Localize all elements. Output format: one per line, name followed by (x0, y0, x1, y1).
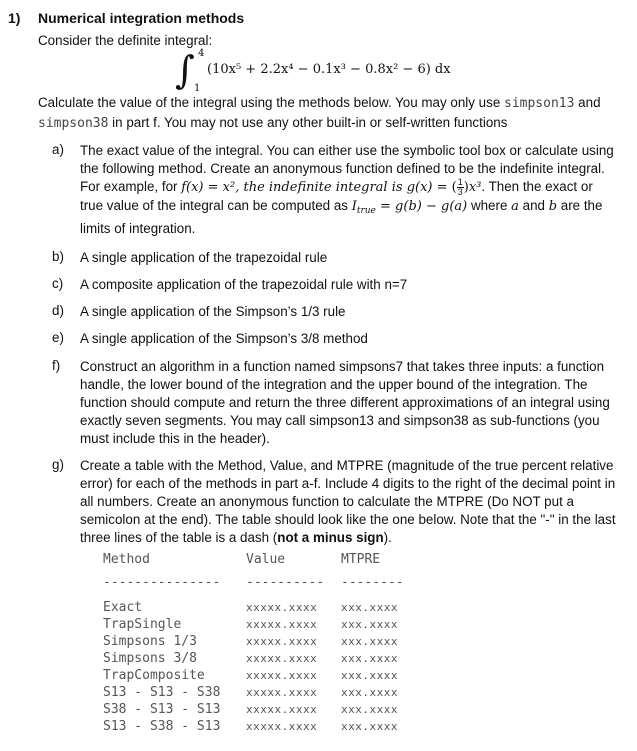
part-e-text: A single application of the Simpson’s 3/8 method (80, 331, 368, 346)
part-a-line-5: limits of integration. (80, 221, 196, 237)
integrand: (10x⁵ + 2.2x⁴ − 0.1x³ − 0.8x² − 6) dx (207, 62, 451, 77)
part-c (52, 276, 622, 294)
instructions (38, 93, 628, 133)
function-name-simpson13: simpson13 (504, 96, 575, 111)
part-d (52, 303, 622, 321)
part-e-label: e) (52, 330, 64, 345)
var-a: a (511, 199, 519, 215)
one-third-fraction: $\frac{1}{3}$ (457, 177, 463, 197)
part-b-text: A single application of the trapezoidal rule (80, 250, 328, 265)
var-b: b (548, 199, 558, 215)
instructions-text-3: in part f. You may not use any other built-in or self-written functions (108, 115, 508, 130)
dash-col-2: ---------- (246, 575, 325, 590)
x-cubed: x³ (468, 180, 482, 196)
question-title: Numerical integration methods (38, 10, 245, 26)
fx-expression: f(x) = x², the indefinite integral is (181, 180, 407, 196)
part-c-label: c) (52, 276, 64, 291)
part-d-text: A single application of the Simpson’s 1/3 rule (80, 304, 346, 319)
gx-expression: g(x) = (406, 180, 452, 196)
part-b-label: b) (52, 249, 64, 264)
part-g-text-1: Create a table with the Method, Value, and MTPRE (magnitude of the true percent relative error) for each of the methods in part a-f. Include 4 digits to the right of the decimal point in all numbers. Create an anonymous function to calculate the MTPRE (Do NOT put a semicolon at the end). The table should look like the one below. Note that the "-" in the last three lines of the table is a dash ( (80, 458, 616, 545)
function-name-simpson38: simpson38 (38, 116, 109, 131)
part-f (52, 358, 622, 448)
consider-text: Consider the definite integral: (38, 33, 213, 48)
integral-upper-limit: 4 (198, 48, 205, 59)
document-page: 1) Numerical integration methods Consider the definite integral: ∫ 4 1 (10x⁵ + 2.2x⁴ − 0.1x³ − 0.8x² − 6) dx Calculate the value of the integral using the methods below. You may only use simpson13 and simpson38 in part f. You may not use any other built-in or self-written functions a) The exact value of the integral. You can either use the symbolic tool box or calculate using the following method. Create an anonymous function defined to be the indefinite integral. For example, for f(x) = x², the indefinite integral is g(x) = ( $\frac{1}{3}$ )x³. Then the exact or true value of the integral can be computed as $I_{true} = g(b) - g(a)$ where a and b are the limits of integration. b) A single application of the trapezoidal rule c) A composite application of the trapezoidal rule with n=7 d) A single application of the Simpson’s 1/3 rule e) A single application of the Simpson’s 3/8 method f) Construct an algorithm in a function named simpsons7 that takes three inputs: a function handle, the lower bound of the integration and the upper bound of the integration. The function should compute and return the three different approximations of an integral using exactly seven segments. You may call simpson13 and simpson38 as sub-functions (you must include this in the header). g) Create a table with the Method, Value, and MTPRE (magnitude of the true percent relative error) for each of the methods in part a-f. Include 4 digits to the right of the decimal point in all numbers. Create an anonymous function to calculate the MTPRE (Do NOT put a semicolon at the end). The table should look like the one below. Note that the "-" in the last three lines of the table is a dash (not a minus sign). Method Value MTPRE --------------- ---------- -------- Exact xxxxx.xxxx xxx.xxxx TrapSingle xxxxx.xxxx xxx.xxxx Simpsons 1/3 xxxxx.xxxx xxx.xxxx Simpsons 3/8 xxxxx.xxxx xxx.xxxx TrapComposite xxxxx.xxxx xxx.xxxx S13 - S13 - S38 xxxxx.xxxx xxx.xxxx S38 - S13 - S13 xxxxx.xxxx xxx.xxxx S13 - S38 - S13 xxxxx.xxxx xxx.xxxx (0, 0, 637, 751)
part-a-where: where (467, 198, 512, 214)
part-f-text: Construct an algorithm in a function named simpsons7 that takes three inputs: a function handle, the lower bound of the integration and the upper bound of the integration. The function should compute and return the three different approximations of an integral using exactly seven segments. You may call simpson13 and simpson38 as sub-functions (you must include this in the header). (80, 359, 610, 446)
part-a-label: a) (52, 142, 64, 157)
instructions-text-1: Calculate the value of the integral using the methods below. You may only use (38, 95, 504, 110)
part-a-line-1: The exact value of the integral. You can either use the symbolic tool box or calculate using (80, 143, 614, 158)
integral-lower-limit: 1 (194, 83, 201, 94)
table-header-value: Value (246, 552, 286, 567)
part-g (52, 457, 622, 547)
part-g-text (80, 457, 628, 547)
dash-col-1: --------------- (103, 575, 221, 590)
integral-sign: ∫ (175, 48, 195, 92)
part-a-text: The exact value of the integral. You can either use the symbolic tool box or calculate using the following method. Create an anonymous function defined to be the indefinite integral. For example, for f(x) = x², the indefinite integral is g(x) = ( $\frac{1}{3}$ )x³. Then the exact or true value of the integral can be computed as $I_{true} = g(b) - g(a)$ where a and b are the limits of integration. (80, 143, 614, 237)
part-d-label: d) (52, 303, 64, 318)
part-a (52, 142, 622, 238)
part-e (52, 330, 622, 348)
part-a-line-3b: . Then the exact or (481, 179, 593, 195)
part-f-label: f) (52, 358, 61, 373)
part-a-line-4c: are the (557, 198, 603, 214)
part-g-text-2: ). (383, 530, 392, 545)
table-header-mtpre: MTPRE (341, 552, 381, 567)
part-a-line-4a: true value of the integral can be computed as (80, 198, 352, 214)
question-number: 1) (8, 10, 21, 26)
i-true: $I_{true}$ (351, 199, 376, 217)
instructions-text-2: and (574, 95, 601, 110)
part-c-text: A composite application of the trapezoidal rule with n=7 (80, 277, 408, 292)
dash-col-3: -------- (341, 575, 404, 590)
part-g-label: g) (52, 457, 64, 472)
part-a-and: and (518, 198, 549, 214)
part-g-bold: not a minus sign (277, 530, 384, 545)
part-a-line-2: the following method. Create an anonymous function defined to be the indefinite integral. (80, 161, 605, 176)
part-a-line-3a: For example, for (80, 179, 182, 195)
part-b (52, 249, 622, 267)
table-header-method: Method (103, 552, 150, 567)
exact-formula: = g(b) − g(a) (375, 199, 468, 215)
